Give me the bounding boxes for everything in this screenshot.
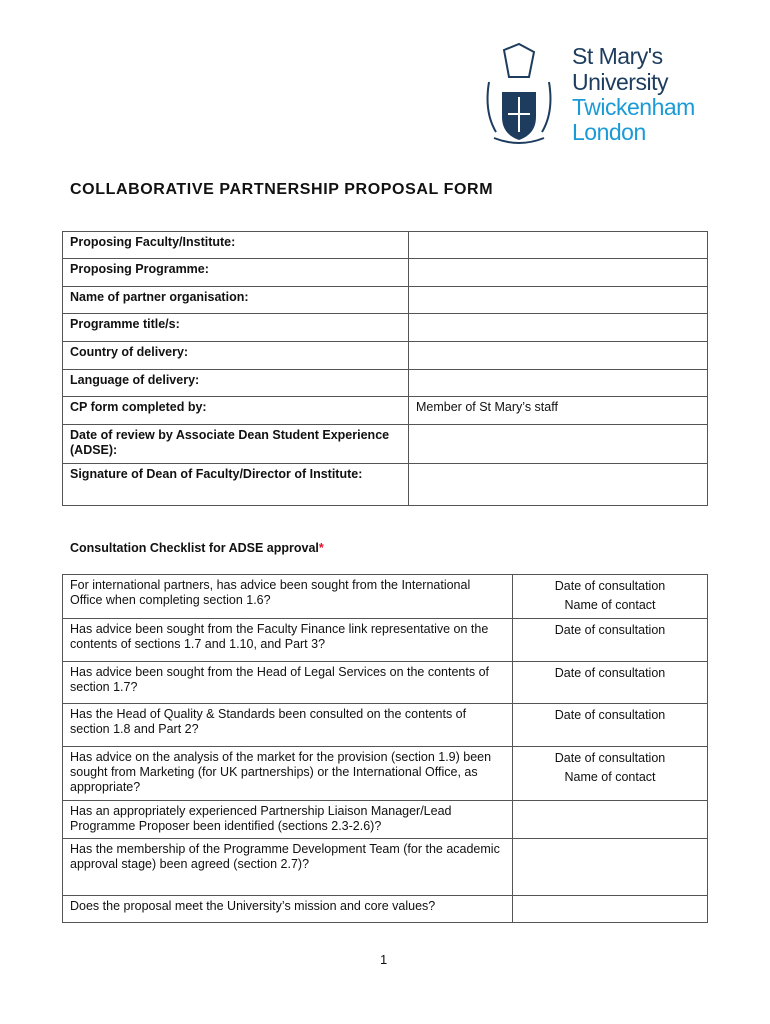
checklist-answer-field[interactable]	[513, 747, 708, 801]
checklist-row	[63, 839, 708, 896]
checklist-heading	[70, 541, 324, 555]
checklist-question: Has advice on the analysis of the market for the provision (section 1.9) been sought from Marketing (for UK partnerships) or the International Office, as appropriate?	[63, 747, 513, 801]
detail-value-field[interactable]	[409, 370, 708, 397]
detail-value-field[interactable]	[409, 259, 708, 287]
checklist-question: Has advice been sought from the Head of Legal Services on the contents of section 1.7?	[63, 662, 513, 704]
detail-value-field[interactable]	[409, 287, 708, 314]
checklist-heading-text: Consultation Checklist for ADSE approval	[70, 541, 319, 555]
detail-label: Proposing Faculty/Institute:	[63, 232, 409, 259]
answer-label: Name of contact	[564, 770, 656, 784]
logo-line: St Mary's	[572, 43, 663, 69]
checklist-question: Has advice been sought from the Faculty Finance link representative on the contents of sections 1.7 and 1.10, and Part 3?	[63, 619, 513, 662]
answer-label: Date of consultation	[554, 751, 666, 765]
logo-line: London	[572, 119, 646, 145]
detail-row	[63, 232, 708, 259]
detail-row	[63, 342, 708, 370]
detail-value-field[interactable]: Member of St Mary’s staff	[409, 397, 708, 425]
checklist-row	[63, 747, 708, 801]
checklist-answer-field[interactable]	[513, 801, 708, 839]
checklist-question: Has the Head of Quality & Standards been consulted on the contents of section 1.8 and Part 2?	[63, 704, 513, 747]
detail-value-field[interactable]	[409, 342, 708, 370]
checklist-answer-field[interactable]	[513, 704, 708, 747]
checklist-row	[63, 575, 708, 619]
detail-label: Date of review by Associate Dean Student Experience (ADSE):	[63, 425, 409, 464]
checklist-row	[63, 662, 708, 704]
checklist-row	[63, 619, 708, 662]
detail-value-field[interactable]	[409, 425, 708, 464]
required-asterisk: *	[318, 541, 324, 555]
checklist-row	[63, 896, 708, 923]
detail-label: Name of partner organisation:	[63, 287, 409, 314]
answer-label: Name of contact	[564, 598, 656, 612]
checklist-question: Does the proposal meet the University’s mission and core values?	[63, 896, 513, 923]
detail-label: Language of delivery:	[63, 370, 409, 397]
detail-value-field[interactable]	[409, 232, 708, 259]
checklist-question: Has the membership of the Programme Development Team (for the academic approval stage) been agreed (section 2.7)?	[63, 839, 513, 896]
checklist-table	[62, 574, 708, 923]
logo-line: Twickenham	[572, 94, 695, 120]
detail-row	[63, 259, 708, 287]
university-logo	[484, 42, 714, 152]
detail-label: Country of delivery:	[63, 342, 409, 370]
checklist-row	[63, 704, 708, 747]
checklist-answer-field[interactable]	[513, 839, 708, 896]
detail-label: CP form completed by:	[63, 397, 409, 425]
detail-row	[63, 287, 708, 314]
crest-icon	[484, 42, 554, 148]
answer-label: Date of consultation	[554, 708, 666, 722]
answer-label: Date of consultation	[554, 579, 666, 593]
detail-label: Programme title/s:	[63, 314, 409, 342]
detail-value-field[interactable]	[409, 464, 708, 506]
checklist-answer-field[interactable]	[513, 575, 708, 619]
detail-row	[63, 370, 708, 397]
checklist-question: For international partners, has advice been sought from the International Office when completing section 1.6?	[63, 575, 513, 619]
checklist-row	[63, 801, 708, 839]
detail-row	[63, 314, 708, 342]
answer-label: Date of consultation	[554, 623, 666, 637]
checklist-answer-field[interactable]	[513, 896, 708, 923]
logo-line: University	[572, 69, 668, 95]
page-title: COLLABORATIVE PARTNERSHIP PROPOSAL FORM	[70, 181, 494, 198]
detail-label: Proposing Programme:	[63, 259, 409, 287]
detail-label: Signature of Dean of Faculty/Director of Institute:	[63, 464, 409, 506]
details-table	[62, 231, 708, 506]
checklist-answer-field[interactable]	[513, 662, 708, 704]
detail-value-field[interactable]	[409, 314, 708, 342]
checklist-answer-field[interactable]	[513, 619, 708, 662]
answer-label: Date of consultation	[554, 666, 666, 680]
detail-row	[63, 464, 708, 506]
detail-row	[63, 397, 708, 425]
page-number: 1	[380, 952, 388, 967]
detail-row	[63, 425, 708, 464]
checklist-question: Has an appropriately experienced Partnership Liaison Manager/Lead Programme Proposer been identified (sections 2.3-2.6)?	[63, 801, 513, 839]
